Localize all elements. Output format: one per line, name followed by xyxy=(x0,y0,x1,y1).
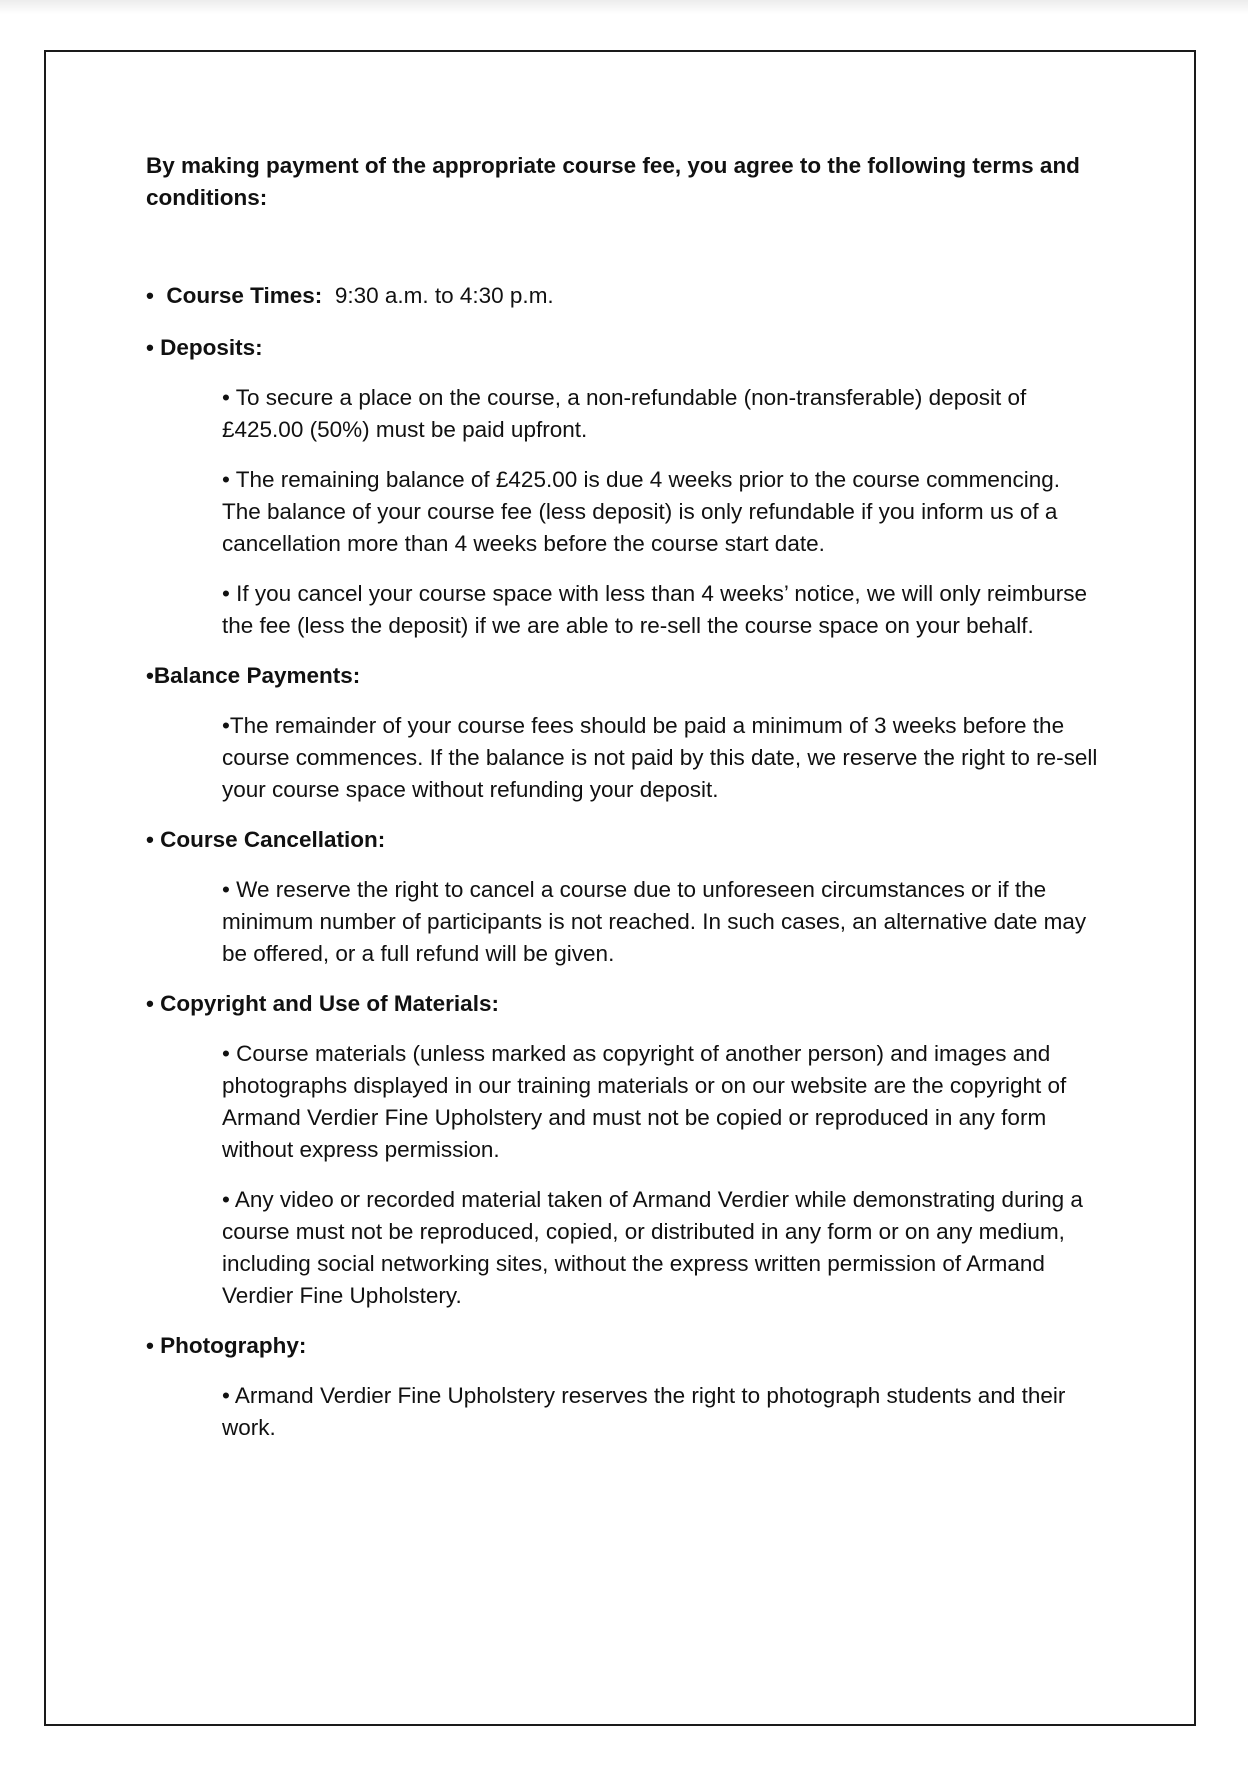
section-heading-label: Balance Payments: xyxy=(153,663,361,688)
section-heading-label: Copyright and Use of Materials: xyxy=(160,991,499,1016)
bullet: • xyxy=(146,663,154,688)
list-item xyxy=(222,382,1102,446)
section-balance-payments xyxy=(146,660,1096,692)
terms-document xyxy=(146,150,1096,1462)
bullet: • xyxy=(222,877,230,902)
bullet: • xyxy=(222,1041,230,1066)
page-top-shadow xyxy=(0,0,1248,14)
list-item xyxy=(222,1038,1102,1166)
section-photography xyxy=(146,1330,1096,1362)
intro-paragraph: By making payment of the appropriate course fee, you agree to the following terms and conditions: xyxy=(146,153,1080,210)
item-text: We reserve the right to cancel a course due to unforeseen circumstances or if the minimum number of participants is not reached. In such cases, an alternative date may be offered, or a full refund will be given. xyxy=(222,877,1087,966)
list-item xyxy=(222,1380,1102,1444)
bullet: • xyxy=(146,991,154,1016)
section-course-times xyxy=(146,280,1096,312)
bullet: • xyxy=(222,385,230,410)
section-copyright xyxy=(146,988,1096,1020)
item-text: The remainder of your course fees should be paid a minimum of 3 weeks before the course commences. If the balance is not paid by this date, we reserve the right to re-sell your course space without refunding your deposit. xyxy=(222,713,1098,802)
bullet: • xyxy=(146,335,154,360)
section-deposits xyxy=(146,332,1096,364)
list-item xyxy=(222,578,1102,642)
item-text: The remaining balance of £425.00 is due 4 weeks prior to the course commencing. The balance of your course fee (less deposit) is only refundable if you inform us of a cancellation more than 4 weeks before the course start date. xyxy=(222,467,1060,556)
item-text: Course materials (unless marked as copyright of another person) and images and photographs displayed in our training materials or on our website are the copyright of Armand Verdier Fine Upholstery and must not be copied or reproduced in any form without express permission. xyxy=(222,1041,1067,1162)
bullet: • xyxy=(222,713,230,738)
bullet: • xyxy=(222,1383,230,1408)
course-times-value: 9:30 a.m. to 4:30 p.m. xyxy=(334,283,554,308)
bullet: • xyxy=(222,1187,230,1212)
bullet: • xyxy=(146,827,154,852)
bullet: • xyxy=(146,1333,154,1358)
item-text: Armand Verdier Fine Upholstery reserves the right to photograph students and their work. xyxy=(222,1383,1066,1440)
list-item xyxy=(222,710,1102,806)
section-heading-label: Photography: xyxy=(160,1333,307,1358)
bullet: • xyxy=(146,283,154,308)
section-heading-label: Course Cancellation: xyxy=(160,827,386,852)
item-text: Any video or recorded material taken of Armand Verdier while demonstrating during a course must not be reproduced, copied, or distributed in any form or on any medium, including social networking sites, without the express written permission of Armand Verdier Fine Upholstery. xyxy=(222,1187,1083,1308)
list-item xyxy=(222,874,1102,970)
list-item xyxy=(222,464,1102,560)
item-text: To secure a place on the course, a non-refundable (non-transferable) deposit of £425.00 (50%) must be paid upfront. xyxy=(222,385,1027,442)
section-course-cancellation xyxy=(146,824,1096,856)
bullet: • xyxy=(222,581,230,606)
section-heading-label: Course Times: xyxy=(166,283,323,308)
bullet: • xyxy=(222,467,230,492)
item-text: If you cancel your course space with less than 4 weeks’ notice, we will only reimburse the fee (less the deposit) if we are able to re-sell the course space on your behalf. xyxy=(222,581,1087,638)
list-item xyxy=(222,1184,1102,1312)
section-heading-label: Deposits: xyxy=(160,335,263,360)
